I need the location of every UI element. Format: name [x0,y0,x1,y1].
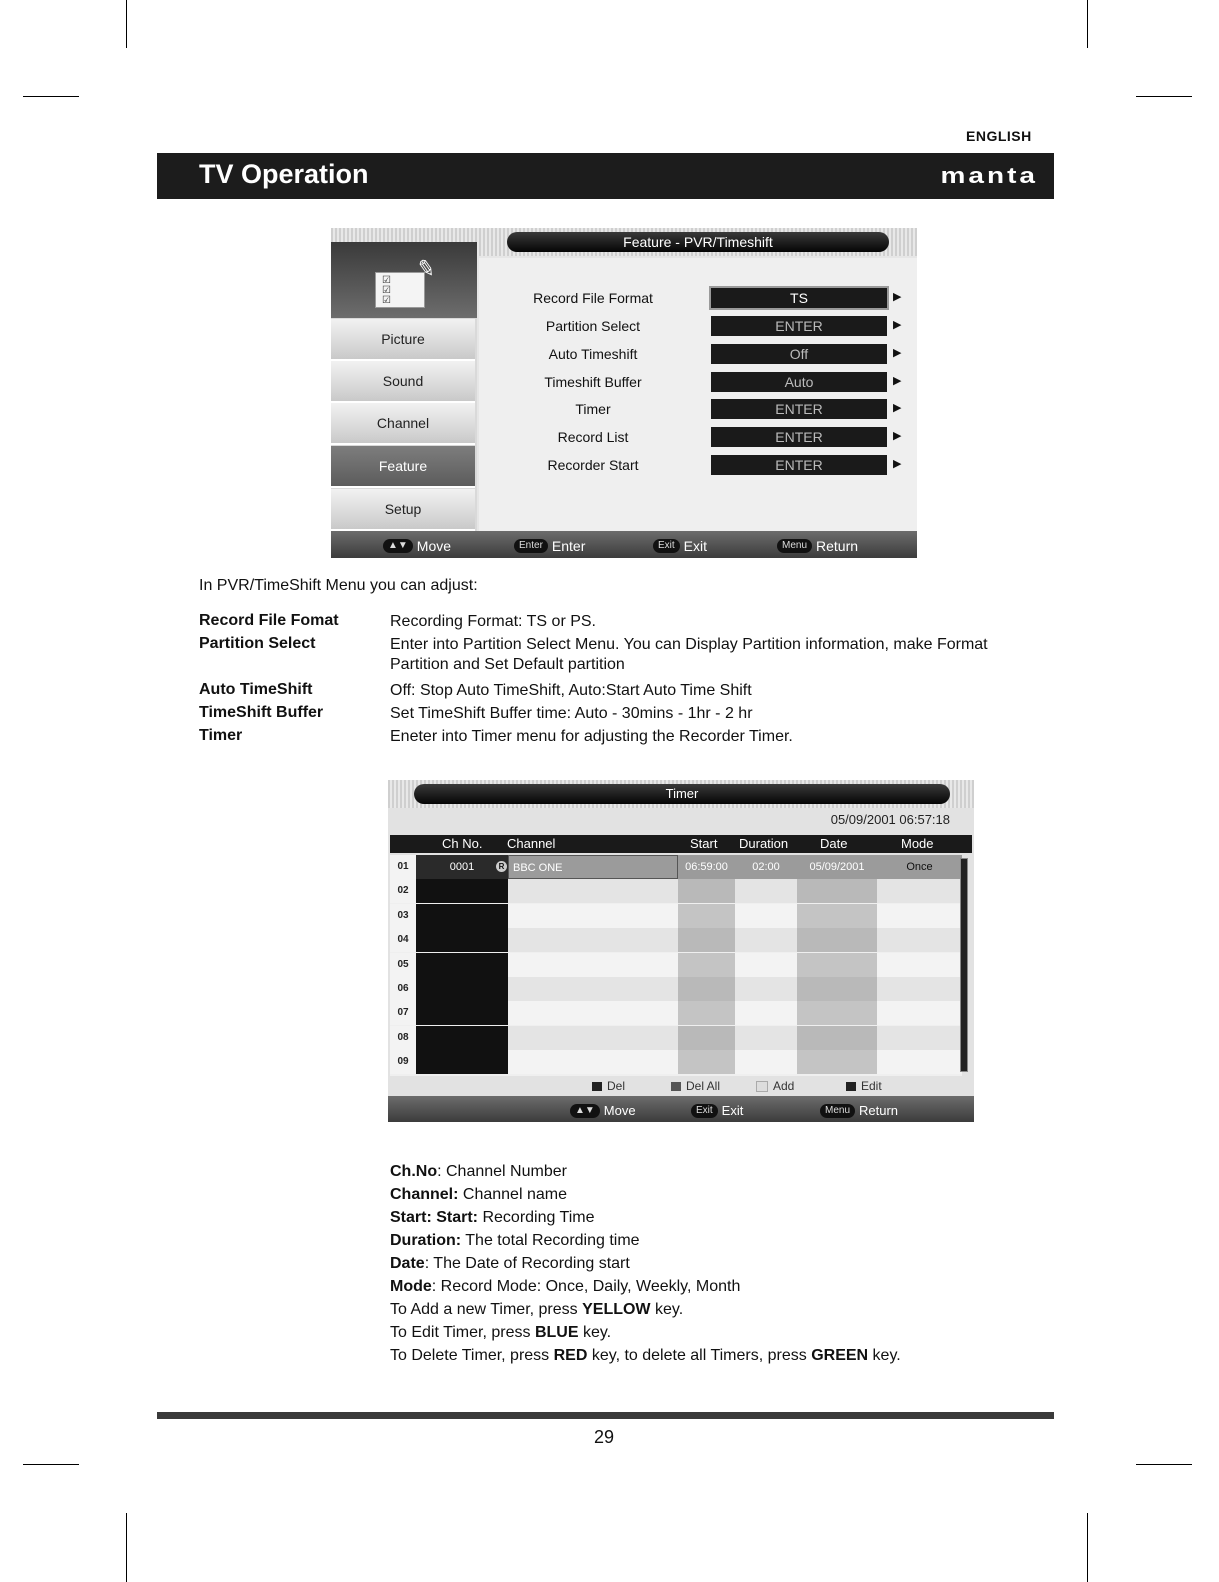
legend-del-all: Del All [671,1079,720,1093]
description-definition: Eneter into Timer menu for adjusting the Recorder Timer. [390,728,793,745]
row-number: 06 [390,977,416,1001]
explanation-mode: Mode: Record Mode: Once, Daily, Weekly, Month [390,1278,741,1295]
row-number: 01 [390,855,416,879]
description-definition: Enter into Partition Select Menu. You can Display Partition information, make Format Partition and Set Default partition [390,636,988,673]
setting-value[interactable]: TS [711,288,887,308]
table-row[interactable] [390,879,962,903]
updown-arrow-icon: ▲▼ [570,1104,600,1118]
hint-move: ▲▼ Move [570,1102,636,1118]
hint-exit: Exit Exit [691,1102,743,1118]
instruction-delete-timer: To Delete Timer, press RED key, to delete all Timers, press GREEN key. [390,1347,901,1364]
pen-icon: ✎ [415,254,438,283]
row-number: 05 [390,953,416,977]
table-row[interactable] [390,977,962,1001]
arrow-right-icon: ▶ [893,430,902,442]
description-definition: Recording Format: TS or PS. [390,613,596,630]
setting-row-auto-timeshift[interactable] [479,340,917,368]
sidebar-item-sound[interactable]: Sound [331,361,475,403]
setting-row-recorder-start[interactable] [479,451,917,479]
explanation-ch-no: Ch.No: Channel Number [390,1163,567,1180]
arrow-right-icon: ▶ [893,375,902,387]
red-key-swatch [592,1082,602,1091]
checklist-icon: ☑ ☑ ☑ [375,272,425,308]
table-row[interactable] [390,1026,962,1050]
sidebar-item-feature[interactable]: Feature [331,446,475,488]
setting-label: Timer [575,401,611,417]
setting-value[interactable]: ENTER [711,427,887,447]
setting-value[interactable]: ENTER [711,455,887,475]
sidebar-item-setup[interactable]: Setup [331,489,475,531]
explanation-duration: Duration: The total Recording time [390,1232,640,1249]
setting-value[interactable]: Auto [711,372,887,392]
hint-enter: Enter Enter [514,537,585,553]
description-term: Timer [199,727,243,744]
pvr-timeshift-menu-screenshot [331,228,917,558]
legend-add: Add [756,1079,794,1093]
timer-scrollbar[interactable] [960,858,968,1072]
timer-footer [388,1096,974,1122]
row-number: 03 [390,904,416,928]
column-header: Mode [901,836,934,851]
setting-label: Recorder Start [547,457,639,473]
arrow-right-icon: ▶ [893,402,902,414]
setting-row-record-file-format[interactable] [479,284,917,312]
yellow-key-swatch [756,1081,768,1092]
description-term: Partition Select [199,635,316,652]
setting-label: Partition Select [545,318,641,334]
cell-start: 06:59:00 [678,855,735,879]
crop-mark [126,1513,127,1582]
exit-key-icon: Exit [691,1104,718,1118]
crop-mark [1136,1464,1192,1465]
blue-key-swatch [846,1082,856,1091]
intro-text: In PVR/TimeShift Menu you can adjust: [199,577,478,594]
explanation-start: Start: Start: Recording Time [390,1209,595,1226]
setting-label: Record List [557,429,629,445]
description-definition: Off: Stop Auto TimeShift, Auto:Start Auto Time Shift [390,682,752,699]
timer-table [390,855,962,1076]
row-number: 09 [390,1050,416,1074]
sidebar-item-picture[interactable]: Picture [331,319,475,361]
description-term: Auto TimeShift [199,681,313,698]
row-number: 04 [390,928,416,952]
column-header: Channel [507,836,556,851]
setting-value[interactable]: ENTER [711,399,887,419]
language-label: ENGLISH [966,128,1032,144]
crop-mark [1136,96,1192,97]
settings-list [479,258,917,531]
column-header: Ch No. [442,836,483,851]
crop-mark [23,96,79,97]
arrow-right-icon: ▶ [893,458,902,470]
header-bar [157,153,1054,199]
row-number: 02 [390,879,416,903]
updown-arrow-icon: ▲▼ [383,539,413,553]
timer-datetime: 05/09/2001 06:57:18 [830,812,950,827]
description-definition: Set TimeShift Buffer time: Auto - 30mins - 1hr - 2 hr [390,705,753,722]
hint-move: ▲▼ Move [383,537,451,553]
explanation-channel: Channel: Channel name [390,1186,567,1203]
setting-row-timeshift-buffer[interactable] [479,368,917,396]
timer-menu-screenshot [388,780,974,1122]
setting-value[interactable]: Off [711,344,887,364]
hint-return: Menu Return [777,537,858,553]
table-row[interactable] [390,1001,962,1025]
green-key-swatch [671,1082,681,1091]
feature-icon [331,242,477,318]
setting-row-timer[interactable] [479,395,917,423]
setting-row-partition-select[interactable] [479,312,917,340]
arrow-right-icon: ▶ [893,291,902,303]
footer-bar [157,1412,1054,1419]
cell-date: 05/09/2001 [797,855,877,879]
enter-key-icon: Enter [514,539,548,553]
exit-key-icon: Exit [653,539,680,553]
instruction-add-timer: To Add a new Timer, press YELLOW key. [390,1301,684,1318]
cell-mode: Once [877,855,962,879]
brand-logo: manta [940,163,1038,188]
setting-label: Timeshift Buffer [544,374,642,390]
sidebar-item-channel[interactable]: Channel [331,403,475,445]
cell-channel: BBC ONE [508,855,678,879]
hint-return: Menu Return [820,1102,898,1118]
crop-mark [1087,1513,1088,1582]
crop-mark [1087,0,1088,48]
arrow-right-icon: ▶ [893,347,902,359]
table-row[interactable] [390,1050,962,1074]
setting-value[interactable]: ENTER [711,316,887,336]
crop-mark [126,0,127,48]
description-term: TimeShift Buffer [199,704,324,721]
table-row[interactable] [390,953,962,977]
arrow-right-icon: ▶ [893,319,902,331]
cell-ch-no: 0001 R [416,855,508,879]
menu-key-icon: Menu [820,1104,855,1118]
record-badge-icon: R [496,861,507,872]
description-term: Record File Fomat [199,612,339,629]
cell-duration: 02:00 [735,855,797,879]
row-number: 08 [390,1026,416,1050]
column-header: Date [820,836,848,851]
timer-legend [388,1078,974,1094]
page-title: TV Operation [199,159,369,189]
table-row[interactable] [390,855,962,879]
menu-title: Feature - PVR/Timeshift [507,232,889,252]
timer-table-header [390,835,972,853]
explanation-date: Date: The Date of Recording start [390,1255,630,1272]
table-row[interactable] [390,904,962,928]
setting-row-record-list[interactable] [479,423,917,451]
timer-title: Timer [414,784,950,804]
menu-sidebar [331,242,477,531]
table-row[interactable] [390,928,962,952]
crop-mark [23,1464,79,1465]
column-header: Start [690,836,718,851]
page-number: 29 [594,1427,615,1447]
legend-edit: Edit [846,1079,882,1093]
legend-del: Del [592,1079,625,1093]
hint-exit: Exit Exit [653,537,707,553]
setting-label: Record File Format [533,290,653,306]
menu-footer [331,531,917,558]
instruction-edit-timer: To Edit Timer, press BLUE key. [390,1324,612,1341]
column-header: Duration [739,836,789,851]
row-number: 07 [390,1001,416,1025]
setting-label: Auto Timeshift [548,346,638,362]
menu-key-icon: Menu [777,539,812,553]
